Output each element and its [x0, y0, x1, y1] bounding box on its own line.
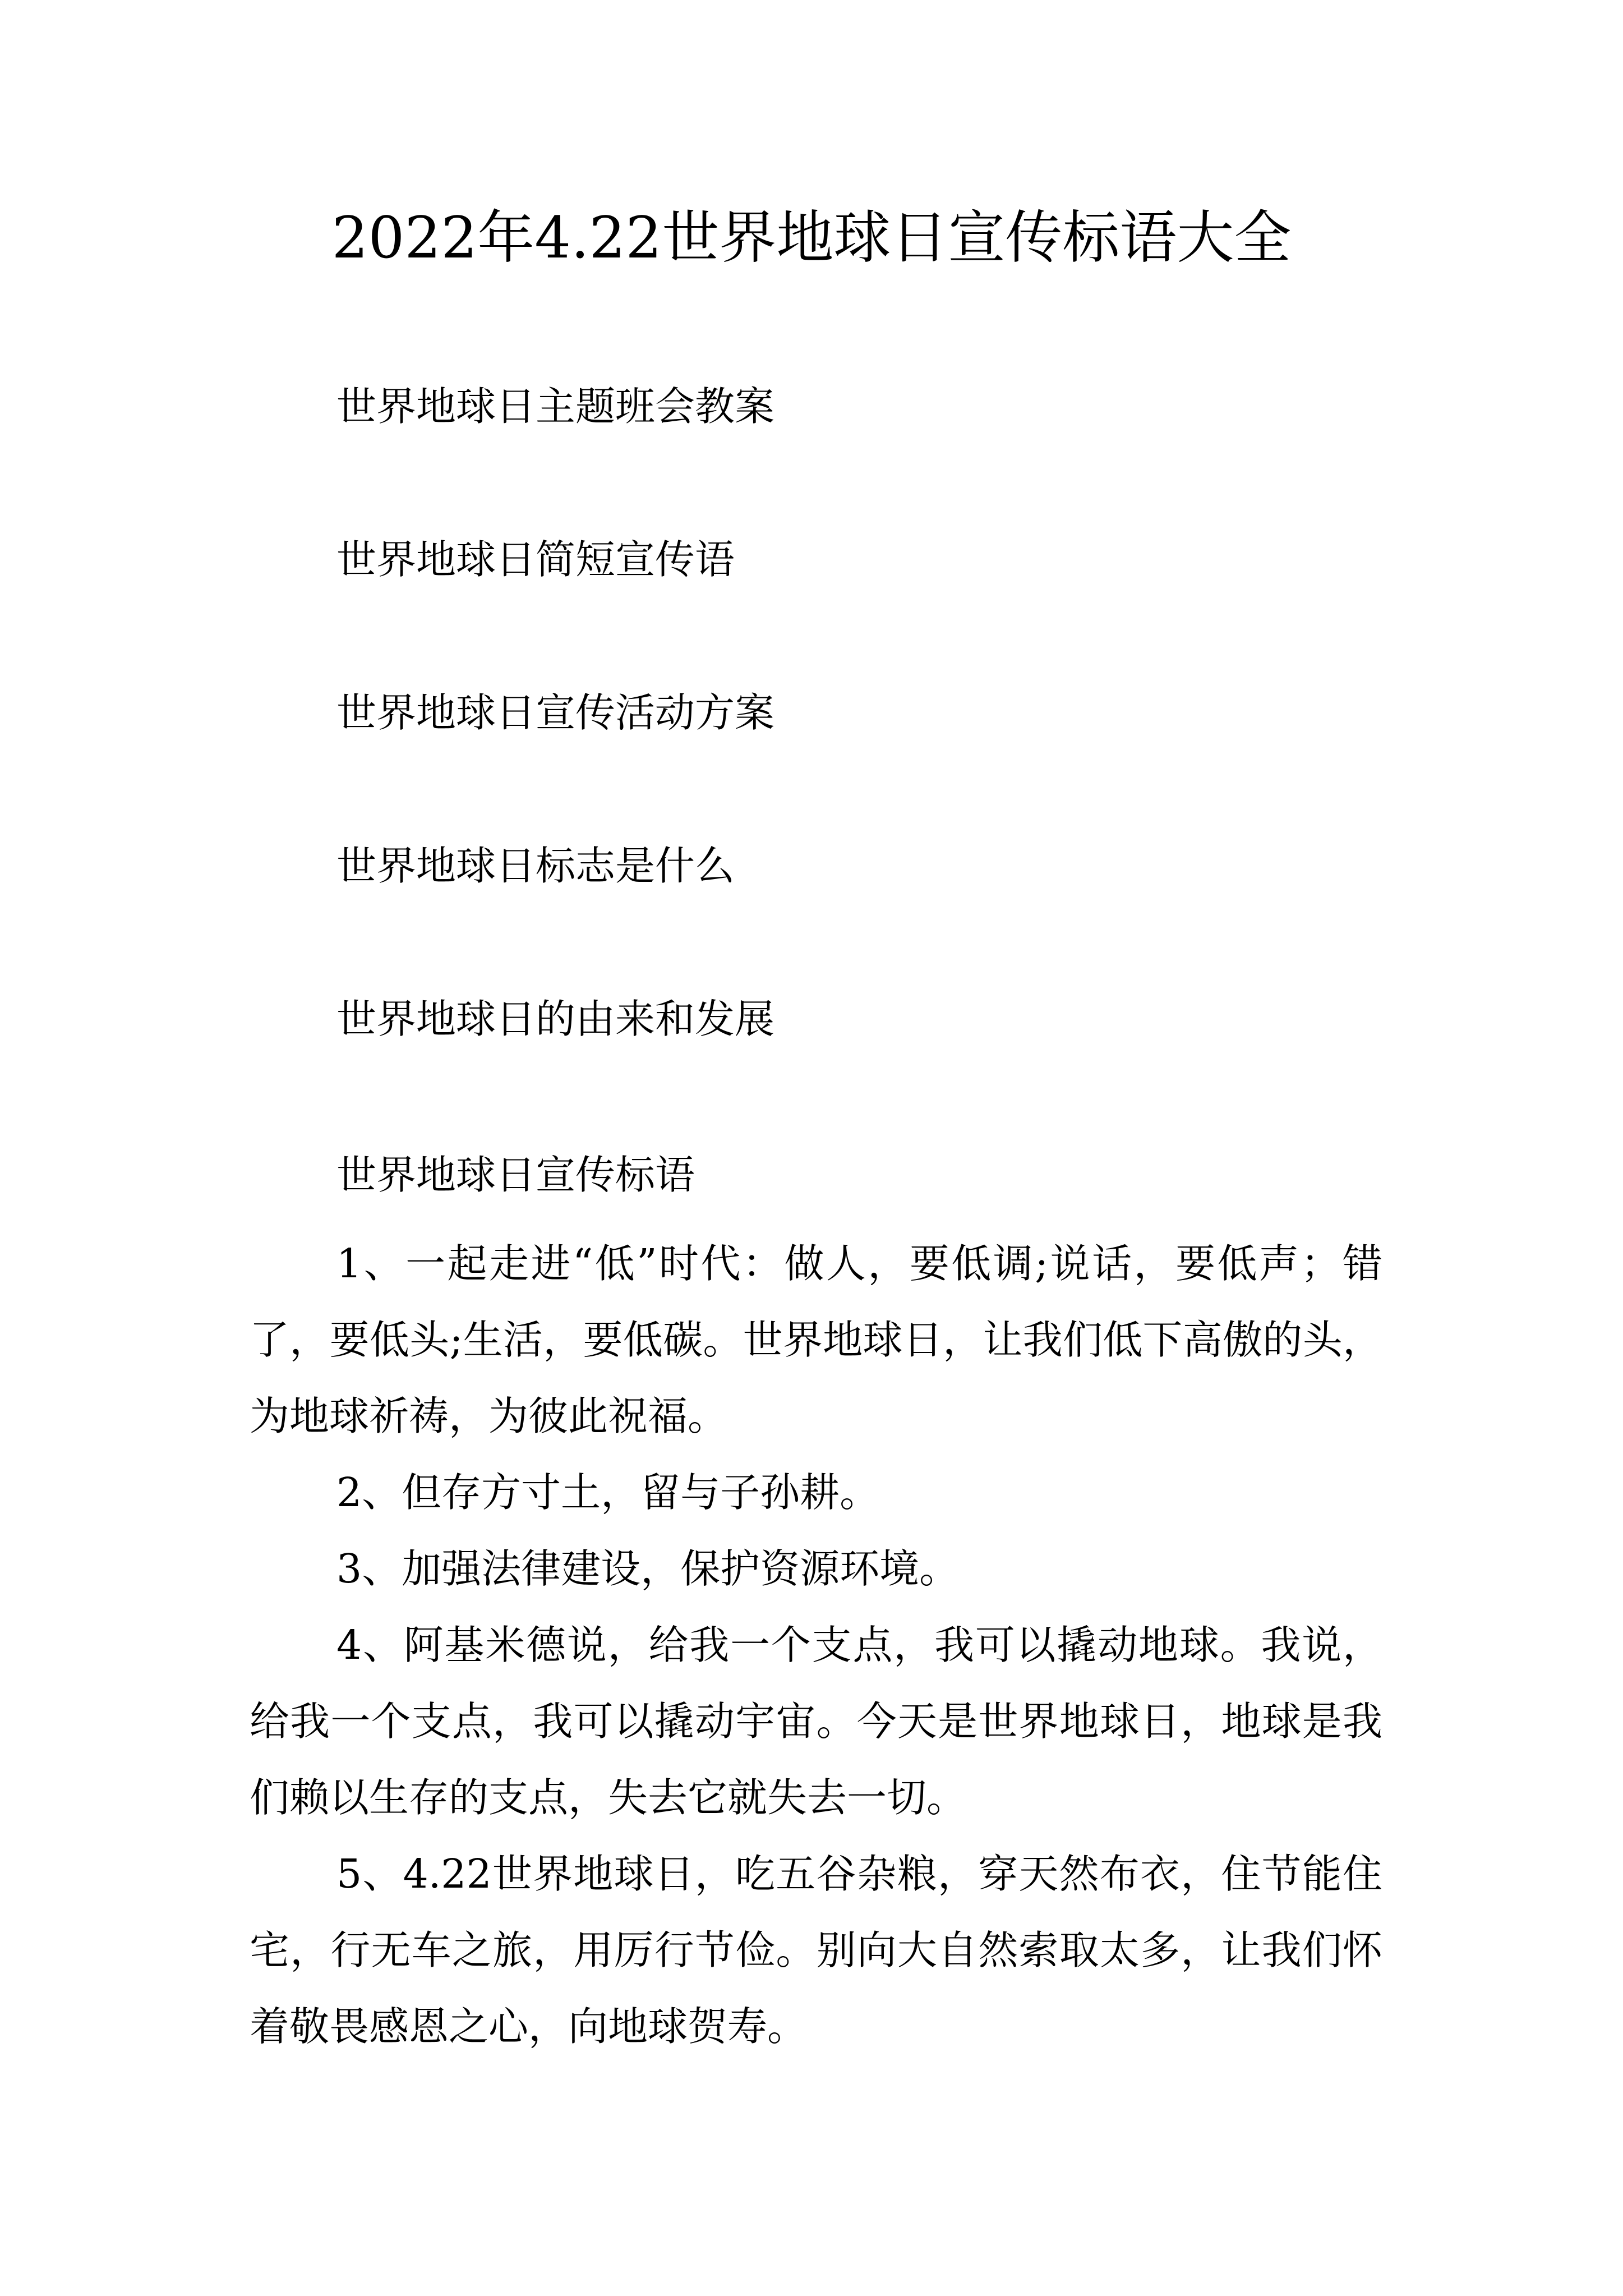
slogan-paragraph-3: 3、加强法律建设，保护资源环境。: [336, 1545, 960, 1592]
slogan-paragraph-5: 5、4.22世界地球日，吃五谷杂粮，穿天然布衣，住节能住宅，行无车之旅，用厉行节俭。别向大自然索取太多，让我们怀着敬畏感恩之心，向地球贺寿。: [250, 1851, 1382, 2050]
document-title: 2022年4.22世界地球日宣传标语大全: [331, 205, 1292, 272]
section-heading: 世界地球日宣传标语: [336, 1152, 695, 1198]
related-link-activity-plan[interactable]: 世界地球日宣传活动方案: [336, 689, 775, 736]
related-link-short-slogans[interactable]: 世界地球日简短宣传语: [336, 536, 735, 583]
related-links-list: [336, 379, 774, 1144]
slogan-paragraph-2: 2、但存方寸土，留与子孙耕。: [336, 1469, 880, 1516]
slogan-paragraph-1: 1、一起走进“低”时代：做人，要低调;说话，要低声；错了，要低头;生活，要低碳。世界地球日，让我们低下高傲的头，为地球祈祷，为彼此祝福。: [250, 1240, 1382, 1439]
slogan-paragraph-4: 4、阿基米德说，给我一个支点，我可以撬动地球。我说，给我一个支点，我可以撬动宇宙。今天是世界地球日，地球是我们赖以生存的支点，失去它就失去一切。: [250, 1622, 1382, 1821]
slogan-list: [250, 1226, 1382, 2065]
related-link-origin-history[interactable]: 世界地球日的由来和发展: [336, 996, 775, 1042]
related-link-class-meeting-plan[interactable]: 世界地球日主题班会教案: [336, 383, 775, 430]
related-link-logo-meaning[interactable]: 世界地球日标志是什么: [336, 843, 735, 889]
